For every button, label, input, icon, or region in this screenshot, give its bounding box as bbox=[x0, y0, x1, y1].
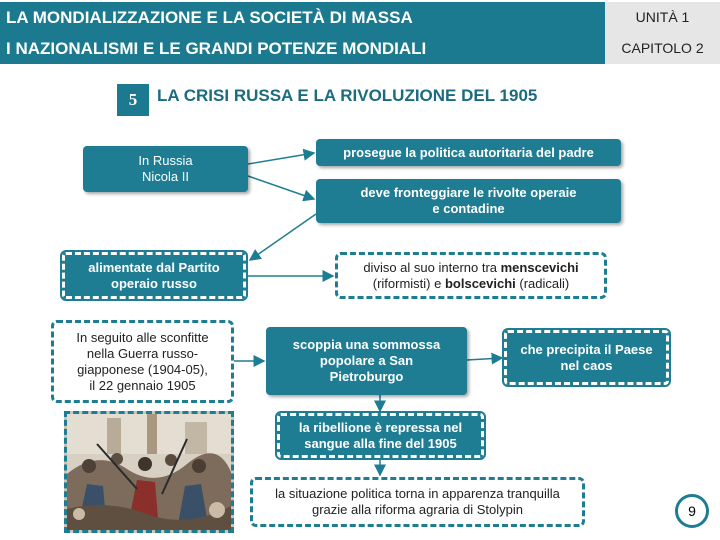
section-title: LA CRISI RUSSA E LA RIVOLUZIONE DEL 1905 bbox=[157, 86, 538, 105]
unit-label: UNITÀ 1 bbox=[605, 2, 720, 33]
chapter-label: CAPITOLO 2 bbox=[605, 33, 720, 64]
node-sommossa: scoppia una sommossa popolare a San Pietroburgo bbox=[266, 327, 467, 395]
historical-illustration bbox=[64, 411, 234, 533]
arrow-rivolte-partito bbox=[250, 214, 316, 260]
arrow-russia-rivolte bbox=[248, 176, 314, 199]
node-rivolte: deve fronteggiare le rivolte operaie e contadine bbox=[316, 179, 621, 223]
section-number: 5 bbox=[117, 84, 149, 116]
node-diviso: diviso al suo interno tra menscevichi (riformisti) e bolscevichi (radicali) bbox=[335, 252, 607, 299]
header-title-line2: I NAZIONALISMI E LE GRANDI POTENZE MONDIALI bbox=[0, 33, 605, 64]
node-russia-nicola: In Russia Nicola II bbox=[83, 146, 248, 192]
node-partito-operaio: alimentate dal Partito operaio russo bbox=[62, 252, 246, 299]
node-repressa: la ribellione è repressa nel sangue alla fine del 1905 bbox=[277, 413, 484, 458]
page-number: 9 bbox=[675, 494, 709, 528]
header-title-line1: LA MONDIALIZZAZIONE E LA SOCIETÀ DI MASSA bbox=[0, 2, 605, 33]
arrow-russia-politica bbox=[248, 153, 314, 164]
node-politica-autoritaria: prosegue la politica autoritaria del padre bbox=[316, 139, 621, 166]
node-stolypin: la situazione politica torna in apparenza tranquilla grazie alla riforma agraria di Stolypin bbox=[250, 477, 585, 527]
node-sconfitte-guerra: In seguito alle sconfitte nella Guerra russo- giapponese (1904-05), il 22 gennaio 1905 bbox=[51, 320, 234, 403]
node-caos: che precipita il Paese nel caos bbox=[504, 330, 669, 385]
arrow-sommossa-caos bbox=[467, 358, 502, 360]
